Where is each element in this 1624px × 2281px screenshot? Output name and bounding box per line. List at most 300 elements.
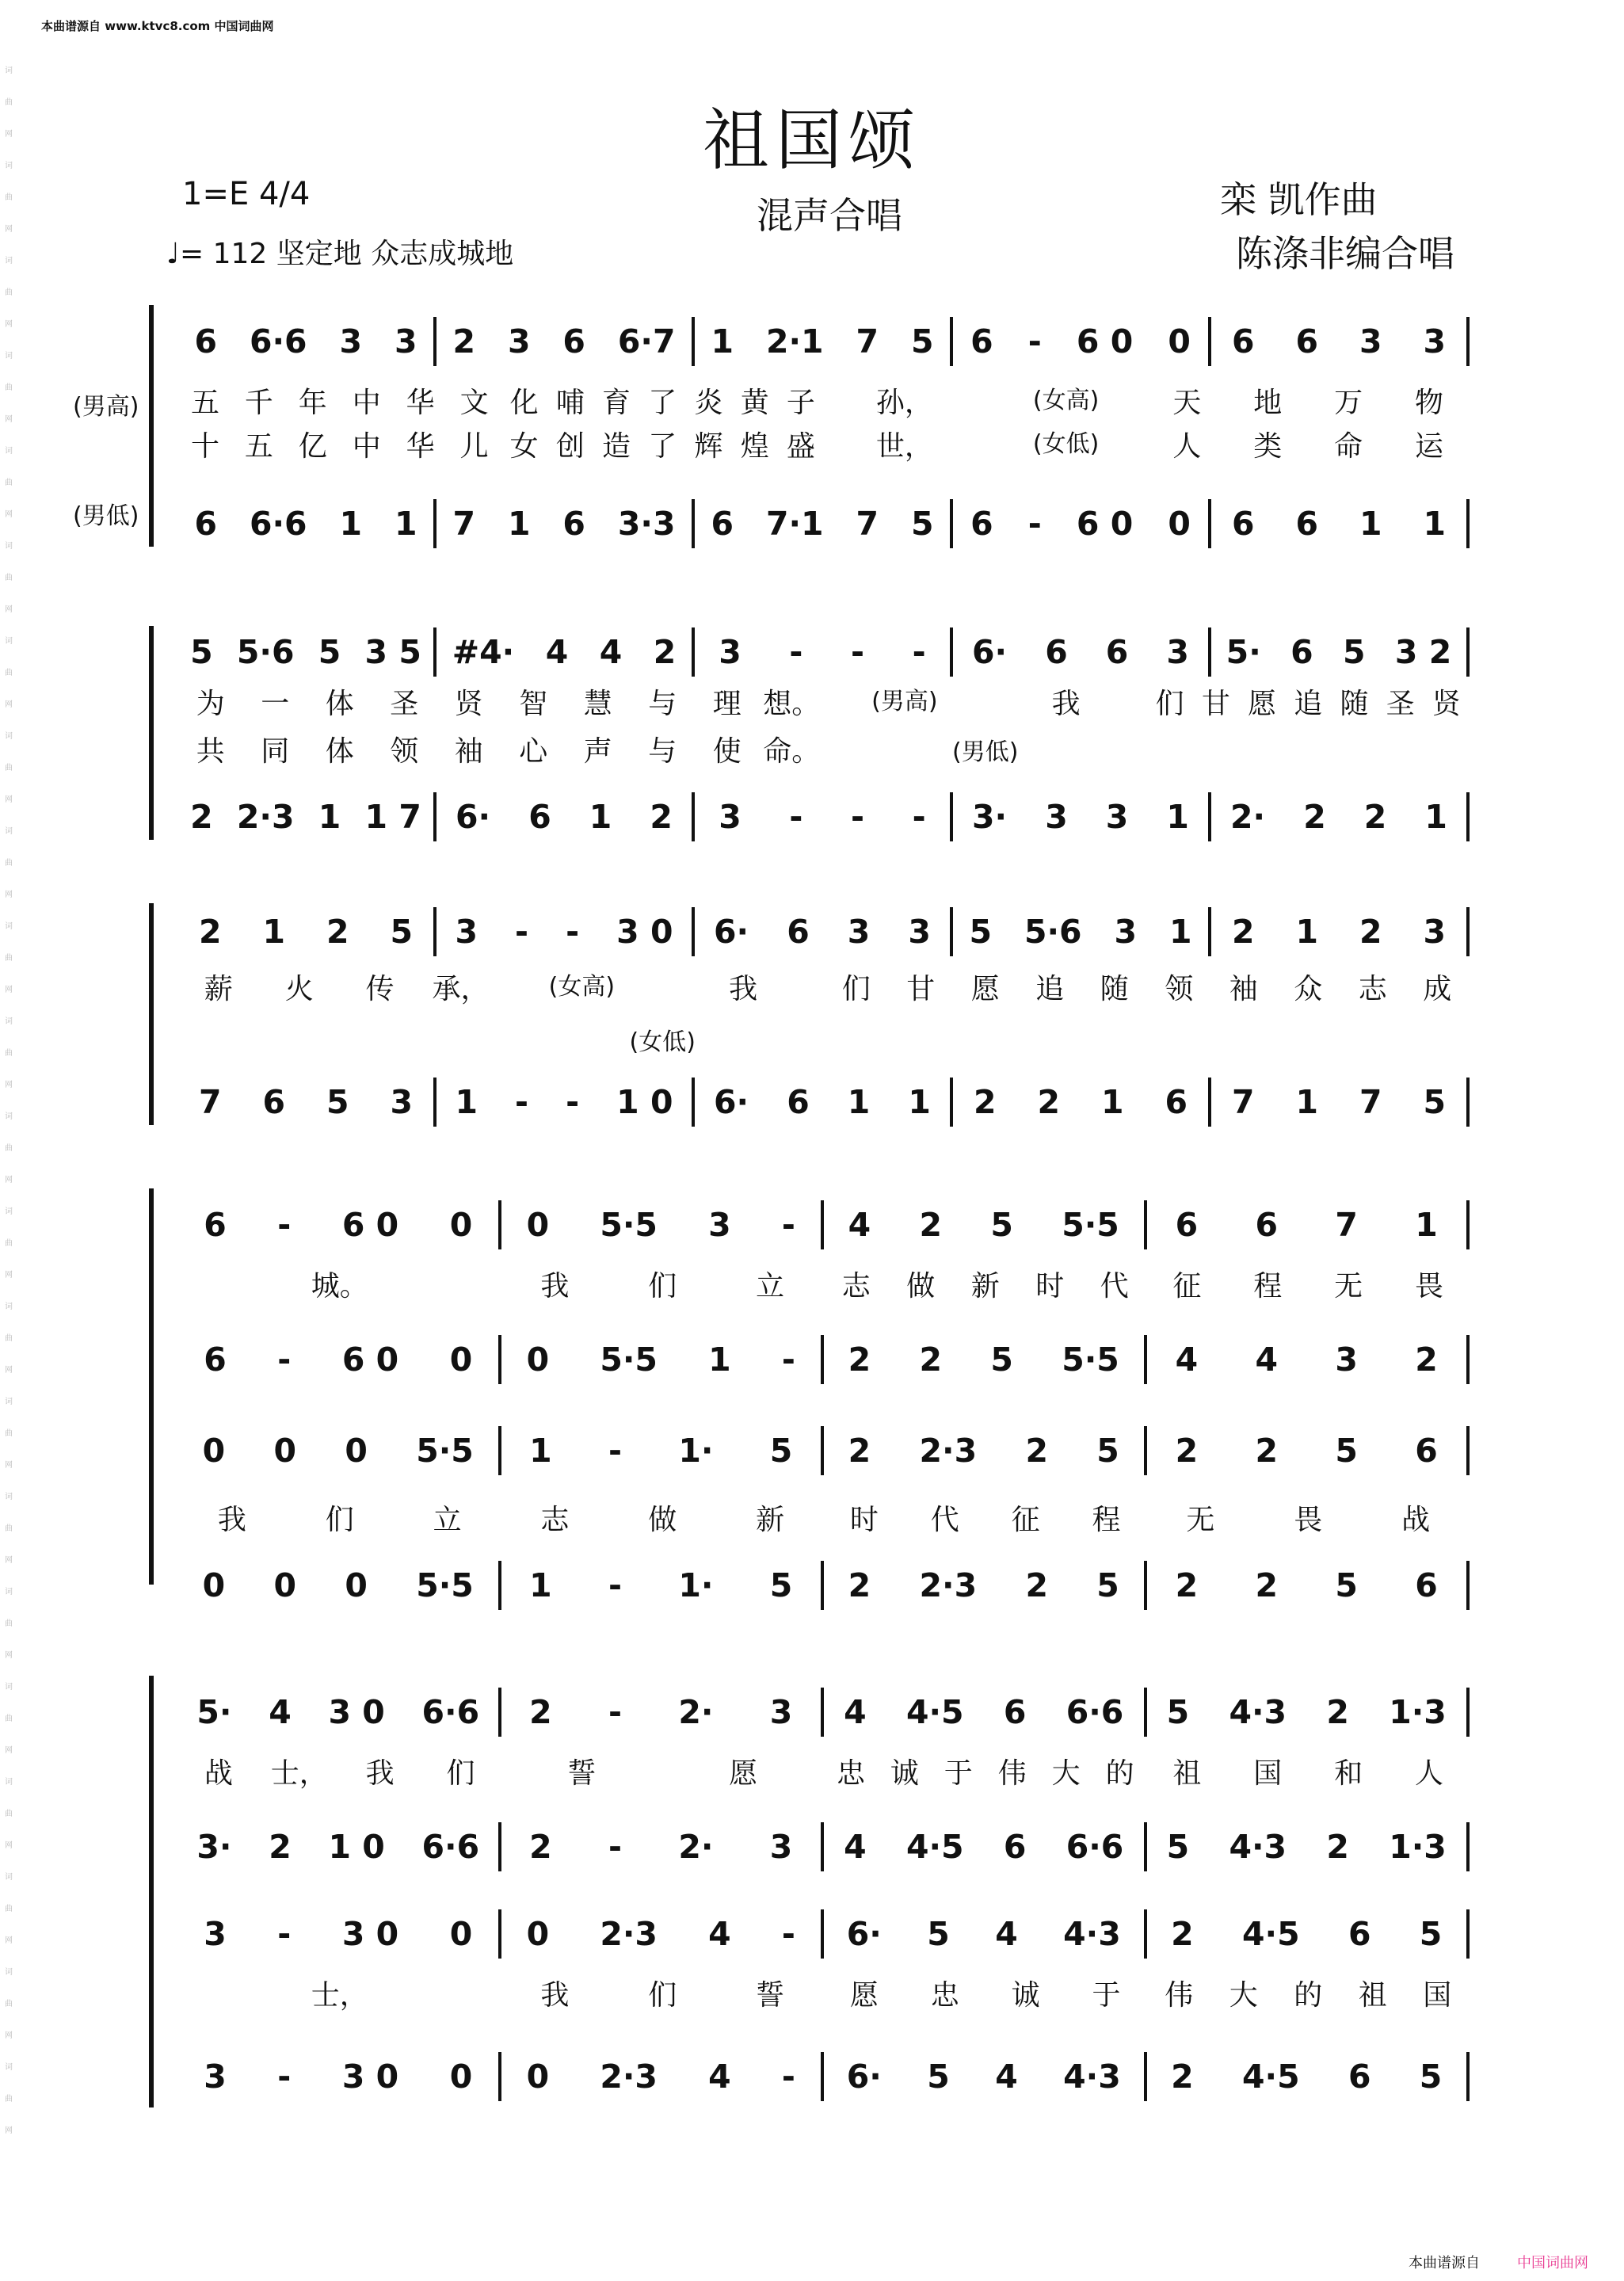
note: 6 0 [1076, 322, 1134, 360]
note: - [608, 1566, 623, 1604]
lyric-word: 追 [1035, 973, 1065, 1005]
lyric-word: (女低) [1032, 430, 1100, 458]
system-bracket [149, 1188, 154, 1585]
system-bracket [149, 305, 154, 547]
lyric-word: 甘 [906, 973, 936, 1005]
note-line [178, 1561, 1470, 1610]
measure [178, 633, 433, 671]
measure [1211, 505, 1466, 543]
note: 2 [1037, 1083, 1061, 1121]
barline [1466, 1688, 1470, 1737]
lyric-word: 袖 [1229, 973, 1258, 1005]
lyric-segment [501, 380, 825, 421]
lyric-word: 大 [1229, 1979, 1258, 2012]
note: - [781, 2058, 795, 2096]
note: 3·3 [617, 505, 676, 543]
note: 5 [1096, 1566, 1119, 1604]
barline [1466, 1561, 1470, 1610]
lyric-segment [501, 729, 825, 769]
lyric-word: 了 [648, 430, 677, 463]
lyric-word: 地 [1253, 387, 1283, 419]
note: 2 [1326, 1693, 1349, 1731]
note: 0 [345, 1566, 368, 1604]
lyric-word: 甘 [1201, 688, 1230, 720]
note: 1· [678, 1432, 714, 1470]
lyric-word: 一 [261, 688, 290, 720]
part-label-male-low: (男低) [73, 502, 139, 530]
lyric-word: 愿 [849, 1979, 879, 2012]
note: 4 [545, 633, 569, 671]
note: 4 [269, 1693, 292, 1731]
measure [178, 505, 433, 543]
note: 6 [1295, 322, 1319, 360]
note: 6 0 [1076, 505, 1134, 543]
note: 1 [529, 1432, 552, 1470]
note: 4·3 [1229, 1828, 1287, 1866]
lyric-segment [178, 1751, 501, 1791]
note: 5 [990, 1206, 1013, 1244]
note: 5·5 [600, 1206, 658, 1244]
note: 2 [848, 1341, 871, 1379]
note: 5 [910, 322, 934, 360]
lyric-word: 袖 [454, 735, 483, 768]
note: 2 [1025, 1432, 1048, 1470]
lyric-word: 时 [1035, 1270, 1065, 1303]
note: 6 [1415, 1432, 1438, 1470]
lyric-segment [1147, 967, 1470, 1007]
note: 2·3 [236, 798, 295, 836]
barline [1466, 2052, 1470, 2101]
lyric-word: 十 [190, 430, 219, 463]
measure [1147, 1432, 1467, 1470]
footer-left: 本曲谱源自 [1409, 2255, 1480, 2271]
note: 5 [326, 1083, 349, 1121]
lyric-word: 忠 [930, 1979, 959, 2012]
note: - [781, 1915, 795, 1953]
note: 0 [202, 1432, 226, 1470]
lyric-segment [178, 967, 501, 1007]
note: 5 [1166, 1828, 1190, 1866]
page-title: 祖国颂 [702, 101, 921, 179]
lyric-segment [824, 732, 1147, 767]
note: 3 [1335, 1341, 1358, 1379]
measure [501, 1828, 822, 1866]
note: 4·5 [905, 1828, 964, 1866]
note: - [1027, 505, 1042, 543]
note: 0 [1168, 322, 1191, 360]
note: 3 [769, 1828, 793, 1866]
note: 5·6 [1024, 913, 1082, 951]
note: 1 [1295, 913, 1319, 951]
lyric-segment [1147, 380, 1470, 421]
barline [1466, 1078, 1470, 1127]
lyric-word: 火 [284, 973, 314, 1005]
note-line [178, 907, 1470, 956]
lyric-word: 贤 [454, 688, 483, 720]
lyric-word: 五 [244, 430, 273, 463]
measure [178, 798, 433, 836]
lyric-word: 程 [1092, 1504, 1121, 1536]
lyric-word: 士， [270, 1757, 328, 1790]
note: 6·6 [249, 505, 307, 543]
note-line [178, 499, 1470, 548]
lyric-word: 城。 [311, 1270, 368, 1303]
note: 1 [455, 1083, 478, 1121]
note: 2· [678, 1693, 714, 1731]
note: 7 [856, 322, 879, 360]
measure [501, 1206, 822, 1244]
measure [501, 1341, 822, 1379]
lyric-word: 华 [406, 430, 435, 463]
note: - [912, 798, 926, 836]
note: 3 [1105, 798, 1129, 836]
note: 6· [714, 913, 749, 951]
measure [436, 633, 692, 671]
lyric-word: 了 [648, 387, 677, 419]
lyric-word: 和 [1334, 1757, 1363, 1790]
note-line [178, 1822, 1470, 1871]
lyric-word: 无 [1186, 1504, 1215, 1536]
note: 3 [719, 633, 741, 671]
note: 6· [846, 1915, 882, 1953]
lyric-word: 承， [432, 973, 490, 1005]
lyric-segment [501, 1022, 825, 1057]
lyric-word: 们 [648, 1270, 677, 1303]
note: 0 [449, 1915, 473, 1953]
measure [824, 1206, 1144, 1244]
note: 4 [844, 1828, 867, 1866]
lyric-word: 辉 [694, 430, 723, 463]
note: 0 [526, 1341, 550, 1379]
note: 1 [711, 322, 734, 360]
note: 6 [1348, 1915, 1371, 1953]
lyric-word: 志 [540, 1504, 570, 1536]
note: 5 [1166, 1693, 1190, 1731]
note: 6 [970, 322, 993, 360]
note: 2 [1255, 1432, 1279, 1470]
measure [436, 322, 692, 360]
lyric-segment [501, 1973, 825, 2013]
note: 1 [1168, 913, 1192, 951]
lyric-word: 的 [1105, 1757, 1134, 1790]
measure [501, 1432, 822, 1470]
note: - [277, 2058, 292, 2096]
lyric-word: 我 [729, 973, 758, 1005]
note: 1 [529, 1566, 552, 1604]
measure [436, 798, 692, 836]
note: 3 0 [328, 1693, 385, 1731]
lyric-segment [178, 424, 501, 464]
lyric-segment [501, 1497, 825, 1538]
lyric-word: 战 [1401, 1504, 1431, 1536]
lyric-word: 愿 [729, 1757, 758, 1790]
lyric-segment [178, 681, 501, 722]
note: 1 0 [616, 1083, 673, 1121]
measure [1147, 1828, 1467, 1866]
lyric-word: 代 [1100, 1270, 1129, 1303]
measure [178, 1206, 498, 1244]
note: 6 [204, 1341, 227, 1379]
lyric-word: 于 [944, 1757, 973, 1790]
lyric-word: (女高) [548, 973, 616, 1001]
lyric-word: 炎 [694, 387, 723, 419]
lyric-word: 们 [1155, 688, 1184, 720]
note: 2 [1175, 1566, 1199, 1604]
lyric-word: 为 [196, 688, 225, 720]
note: - [566, 913, 580, 951]
lyric-word: 万 [1334, 387, 1363, 419]
note: 3 [847, 913, 871, 951]
lyric-word: 领 [390, 735, 419, 768]
note: 5 [1335, 1566, 1358, 1604]
note: 3 0 [616, 913, 673, 951]
note: 2 [1303, 798, 1326, 836]
note: 1 [589, 798, 612, 836]
measure [824, 1828, 1144, 1866]
lyric-word: (男低) [952, 738, 1019, 766]
lyric-word: 忠 [836, 1757, 865, 1790]
note: 6 [970, 505, 993, 543]
measure [953, 322, 1208, 360]
note: 3 [1423, 913, 1447, 951]
note: 2 [326, 913, 349, 951]
note: 2·3 [919, 1566, 978, 1604]
note: 6 [1231, 505, 1255, 543]
lyric-word: 代 [930, 1504, 959, 1536]
note: 1 [908, 1083, 931, 1121]
lyric-word: 圣 [1386, 688, 1415, 720]
note: 4·5 [1242, 1915, 1300, 1953]
note: - [515, 913, 529, 951]
note: 3 [908, 913, 931, 951]
note: 2 [529, 1828, 552, 1866]
lyric-word: 与 [648, 735, 677, 768]
note: 1 [339, 505, 363, 543]
lyric-word: 同 [261, 735, 290, 768]
measure [178, 913, 433, 951]
note: 3 5 [364, 633, 421, 671]
note: 3 [769, 1693, 793, 1731]
note: 3 [1359, 322, 1382, 360]
system-bracket [149, 1676, 154, 2107]
barline [1466, 792, 1470, 841]
note: 1 [394, 505, 417, 543]
note: 6 [711, 505, 734, 543]
note: 6·6 [421, 1693, 480, 1731]
note: 5· [1226, 633, 1261, 671]
lyric-word: 于 [1092, 1979, 1121, 2012]
measure [695, 505, 950, 543]
lyric-word: 我 [540, 1979, 570, 2012]
note: 5·5 [600, 1341, 658, 1379]
note: 6· [456, 798, 491, 836]
measure [436, 1083, 692, 1121]
lyric-word: 做 [648, 1504, 677, 1536]
lyric-segment [178, 1973, 501, 2013]
note: 3 2 [1394, 633, 1452, 671]
note: 6· [846, 2058, 882, 2096]
note: 3 [1114, 913, 1138, 951]
lyric-word: 时 [849, 1504, 879, 1536]
note: 2·1 [765, 322, 824, 360]
note: 2 [190, 798, 213, 836]
lyric-word: 程 [1253, 1270, 1283, 1303]
lyric-word: 征 [1011, 1504, 1040, 1536]
lyric-line [178, 1973, 1470, 2013]
note: 7 [1335, 1206, 1358, 1244]
note: 7 [1359, 1083, 1382, 1121]
note: 6 [1003, 1828, 1027, 1866]
note: 5 [927, 2058, 950, 2096]
note: 2 [919, 1341, 943, 1379]
note: 5 [1419, 1915, 1443, 1953]
note: 5 [1343, 633, 1366, 671]
note: 3· [972, 798, 1008, 836]
note: 2 [848, 1566, 871, 1604]
note: 3 [204, 2058, 227, 2096]
note: 1 7 [364, 798, 421, 836]
lyric-segment [501, 424, 825, 464]
note: 2 [653, 633, 677, 671]
lyric-line [178, 729, 1470, 769]
note: 5 [910, 505, 934, 543]
side-watermark: 词曲网词曲网词曲网词曲网词曲网词曲网词曲网词曲网词曲网词曲网词曲网词曲网词曲网词曲网词曲网词曲网词曲网词曲网词曲网词曲网词曲网词曲网 [5, 67, 13, 2135]
lyric-word: 战 [204, 1757, 233, 1790]
lyric-word: 誓 [756, 1979, 785, 2012]
note: 3 [339, 322, 363, 360]
note: 7 [856, 505, 879, 543]
note: 6 [1415, 1566, 1438, 1604]
note: 5·5 [1062, 1206, 1119, 1244]
note-line [178, 2052, 1470, 2101]
barline [1466, 627, 1470, 677]
source-note: 本曲谱源自 www.ktvc8.com 中国词曲网 [41, 19, 274, 33]
note: 0 [273, 1432, 297, 1470]
lyric-segment [501, 967, 825, 1007]
note: 5·5 [416, 1432, 474, 1470]
lyric-segment [824, 1973, 1147, 2013]
note: 2 [1359, 913, 1382, 951]
note: 1 [1415, 1206, 1438, 1244]
note: 6 [787, 1083, 810, 1121]
note: 1 [318, 798, 341, 836]
note: 0 [449, 2058, 473, 2096]
lyric-segment [501, 681, 825, 722]
lyric-word: (男高) [871, 688, 938, 715]
lyric-word: 立 [756, 1270, 785, 1303]
measure [695, 322, 950, 360]
measure [1147, 1206, 1467, 1244]
measure [178, 1432, 498, 1470]
note: 0 [526, 2058, 550, 2096]
note: 5 [318, 633, 341, 671]
note: 4 [599, 633, 623, 671]
note: - [277, 1341, 292, 1379]
lyric-word: 们 [325, 1504, 354, 1536]
lyric-segment [178, 1264, 501, 1304]
note: 5 [390, 913, 414, 951]
note: 0 [526, 1915, 550, 1953]
lyric-segment [1147, 681, 1470, 722]
lyric-word: 儿 [459, 430, 489, 463]
lyric-word: 领 [1165, 973, 1194, 1005]
lyric-word: 想。 [763, 688, 821, 720]
note: 6 [1295, 505, 1319, 543]
note: 2 [1415, 1341, 1438, 1379]
note: 6 [562, 505, 585, 543]
note: 1 [262, 913, 286, 951]
lyric-word: 人 [1172, 430, 1202, 463]
lyric-word: 类 [1253, 430, 1283, 463]
lyric-segment [178, 1497, 501, 1538]
measure [1147, 1693, 1467, 1731]
note: 4 [1175, 1341, 1199, 1379]
note: 5 [927, 1915, 950, 1953]
note: 6 [562, 322, 585, 360]
note: 4 [1255, 1341, 1279, 1379]
note: 0 [273, 1566, 297, 1604]
note: 6·7 [617, 322, 676, 360]
subtitle: 混声合唱 [757, 194, 902, 237]
note: 6 [194, 322, 217, 360]
lyric-word: 祖 [1358, 1979, 1387, 2012]
barline [1466, 1335, 1470, 1384]
note: 6 [528, 798, 551, 836]
note: 6 0 [341, 1341, 399, 1379]
note: 6·6 [1066, 1828, 1124, 1866]
note: 5 [1335, 1432, 1358, 1470]
measure [824, 1341, 1144, 1379]
lyric-word: 五 [190, 387, 219, 419]
note: - [277, 1206, 292, 1244]
note: 6 [204, 1206, 227, 1244]
note: 7 [1231, 1083, 1255, 1121]
note: 4 [708, 2058, 731, 2096]
note: 2 [269, 1828, 292, 1866]
note: 7·1 [765, 505, 824, 543]
note: 2 [1171, 2058, 1194, 2096]
note: 6· [714, 1083, 749, 1121]
note: 2 [1326, 1828, 1349, 1866]
note: 2 [1231, 913, 1255, 951]
lyric-word: 愿 [970, 973, 1000, 1005]
lyric-word: 我 [217, 1504, 246, 1536]
note: 4·3 [1063, 2058, 1121, 2096]
key-meter: 1=E 4/4 [182, 176, 311, 212]
note: 6 [1175, 1206, 1199, 1244]
note-line [178, 1426, 1470, 1475]
note: 6 [1105, 633, 1129, 671]
note: - [781, 1341, 795, 1379]
lyric-word: 伟 [1165, 1979, 1194, 2012]
note: 2 [973, 1083, 997, 1121]
lyric-line [178, 1264, 1470, 1304]
lyric-word: 体 [325, 688, 354, 720]
lyric-segment [824, 1751, 1147, 1791]
note: 6 [1290, 633, 1313, 671]
lyric-word: 亿 [298, 430, 327, 463]
lyric-word: 志 [1358, 973, 1387, 1005]
system-bracket [149, 626, 154, 840]
lyric-word: 华 [406, 387, 435, 419]
note: 5·5 [1062, 1341, 1119, 1379]
note: 4 [848, 1206, 871, 1244]
lyric-word: 我 [1051, 688, 1081, 720]
note: - [851, 798, 865, 836]
lyric-word: 智 [519, 688, 548, 720]
lyric-word: 运 [1415, 430, 1444, 463]
barline [1466, 1200, 1470, 1249]
